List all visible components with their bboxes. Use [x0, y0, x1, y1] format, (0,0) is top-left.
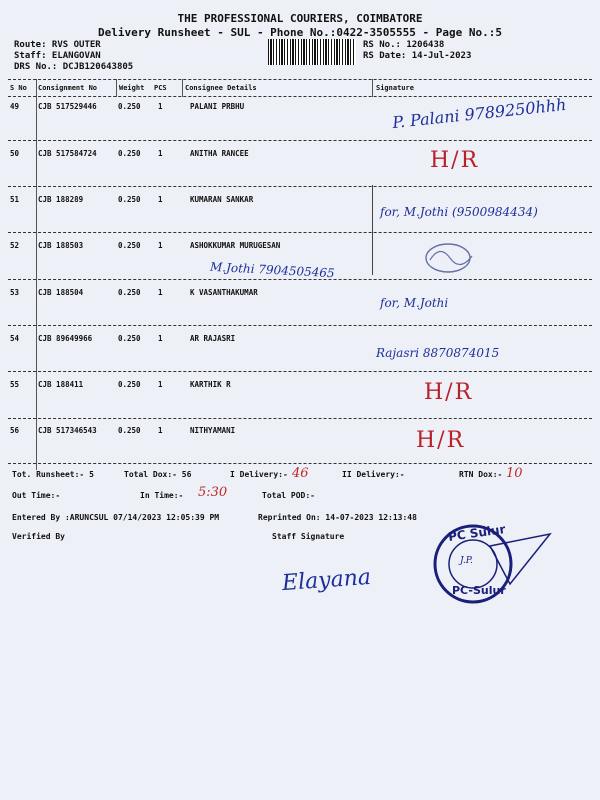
route: Route: RVS OUTER: [14, 40, 101, 50]
row-consignment: CJB 517346543: [38, 426, 97, 435]
runsheet-subtitle: Delivery Runsheet - SUL - Phone No.:0422-3505555 - Page No.:5: [98, 26, 502, 39]
col-header-sno: S No: [10, 84, 27, 92]
row-rule: [8, 279, 592, 280]
company-title: THE PROFESSIONAL COURIERS, COIMBATORE: [177, 12, 423, 25]
row-rule: [8, 418, 592, 419]
row-sno: 50: [10, 149, 20, 158]
row-signature: H/R: [430, 148, 480, 173]
row-rule: [8, 232, 592, 233]
barcode: [268, 39, 356, 65]
col-divider: [372, 79, 373, 97]
table-header-rule: [8, 96, 592, 97]
row-rule: [8, 371, 592, 372]
row-sno: 49: [10, 102, 20, 111]
row-weight: 0.250: [118, 426, 141, 435]
row-consignee: ASHOKKUMAR MURUGESAN: [190, 241, 281, 250]
row-consignment: CJB 517584724: [38, 149, 97, 158]
signature-scribble: [420, 240, 480, 276]
row-weight: 0.250: [118, 288, 141, 297]
rs-number: RS No.: 1206438: [363, 40, 445, 50]
row-consignee: AR RAJASRI: [190, 334, 236, 343]
row-pcs: 1: [158, 334, 163, 343]
staff-signature-label: Staff Signature: [272, 532, 345, 541]
row-sno: 53: [10, 288, 20, 297]
row-pcs: 1: [158, 380, 163, 389]
row-sno: 55: [10, 380, 20, 389]
row-consignee: KARTHIK R: [190, 380, 231, 389]
total-dox: Total Dox:- 56: [124, 470, 192, 479]
row-consignment: CJB 517529446: [38, 102, 97, 111]
staff-signature: Elayana: [281, 564, 372, 597]
row-pcs: 1: [158, 102, 163, 111]
row-pcs: 1: [158, 288, 163, 297]
row-consignee: NITHYAMANI: [190, 426, 236, 435]
col-header-consignee: Consignee Details: [185, 84, 257, 92]
ii-delivery-label: II Delivery:-: [342, 470, 405, 479]
table-bottom-rule: [8, 463, 592, 464]
row-rule: [8, 140, 592, 141]
rs-date: RS Date: 14-Jul-2023: [363, 51, 472, 61]
row-pcs: 1: [158, 241, 163, 250]
in-time-label: In Time:-: [140, 491, 184, 500]
verified-by-label: Verified By: [12, 532, 65, 541]
row-weight: 0.250: [118, 195, 141, 204]
row-consignment: CJB 188289: [38, 195, 84, 204]
stamp-top-text: PC Sulur: [447, 522, 507, 544]
entered-by: Entered By :ARUNCSUL 07/14/2023 12:05:39 PM: [12, 513, 220, 522]
out-time-label: Out Time:-: [12, 491, 61, 500]
row-sno: 56: [10, 426, 20, 435]
tot-runsheet: Tot. Runsheet:- 5: [12, 470, 94, 479]
row-rule: [8, 325, 592, 326]
rtn-dox-value: 10: [506, 466, 523, 481]
row-consignment: CJB 188504: [38, 288, 84, 297]
row-consignee: PALANI PRBHU: [190, 102, 245, 111]
col-divider: [116, 79, 117, 97]
row-signature: for, M.Jothi: [380, 296, 449, 310]
drs-number: DRS No.: DCJB120643805: [14, 62, 134, 72]
stamp-center-text: J.P.: [460, 556, 473, 566]
row-pcs: 1: [158, 195, 163, 204]
rtn-dox-label: RTN Dox:-: [459, 470, 503, 479]
row-pcs: 1: [158, 426, 163, 435]
row-weight: 0.250: [118, 380, 141, 389]
i-delivery-label: I Delivery:-: [230, 470, 288, 479]
stamp-bottom-text: PC-Sulur: [452, 584, 506, 597]
row-weight: 0.250: [118, 149, 141, 158]
col-header-weight: Weight: [119, 84, 145, 92]
reprinted-on: Reprinted On: 14-07-2023 12:13:48: [258, 513, 417, 522]
total-pod-label: Total POD:-: [262, 491, 315, 500]
col-header-consignment: Consignment No: [38, 84, 98, 92]
row-weight: 0.250: [118, 241, 141, 250]
row-consignee: ANITHA RANCEE: [190, 149, 249, 158]
col-divider: [182, 79, 183, 97]
row-signature: Rajasri 8870874015: [376, 346, 500, 360]
row-signature: H/R: [416, 428, 466, 453]
signature-margin-line: [372, 185, 373, 275]
row-consignment: CJB 188503: [38, 241, 84, 250]
row-consignment: CJB 188411: [38, 380, 84, 389]
row-signature: H/R: [424, 380, 474, 405]
table-top-rule: [8, 79, 592, 80]
row-signature: M.Jothi 7904505465: [209, 259, 335, 281]
row-rule: [8, 186, 592, 187]
row-sno: 54: [10, 334, 20, 343]
row-weight: 0.250: [118, 334, 141, 343]
row-consignee: K VASANTHAKUMAR: [190, 288, 258, 297]
row-consignee: KUMARAN SANKAR: [190, 195, 254, 204]
row-weight: 0.250: [118, 102, 141, 111]
col-header-pcs: PCS: [154, 84, 167, 92]
col-header-signature: Signature: [376, 84, 414, 92]
row-consignment: CJB 89649966: [38, 334, 93, 343]
i-delivery-value: 46: [292, 466, 309, 481]
staff: Staff: ELANGOVAN: [14, 51, 101, 61]
col-divider: [36, 97, 37, 470]
in-time-value: 5:30: [198, 485, 228, 500]
row-sno: 51: [10, 195, 20, 204]
row-pcs: 1: [158, 149, 163, 158]
row-signature: for, M.Jothi (9500984434): [380, 205, 538, 219]
row-sno: 52: [10, 241, 20, 250]
row-signature: P. Palani 9789250hhh: [391, 94, 568, 133]
col-divider: [36, 79, 37, 97]
